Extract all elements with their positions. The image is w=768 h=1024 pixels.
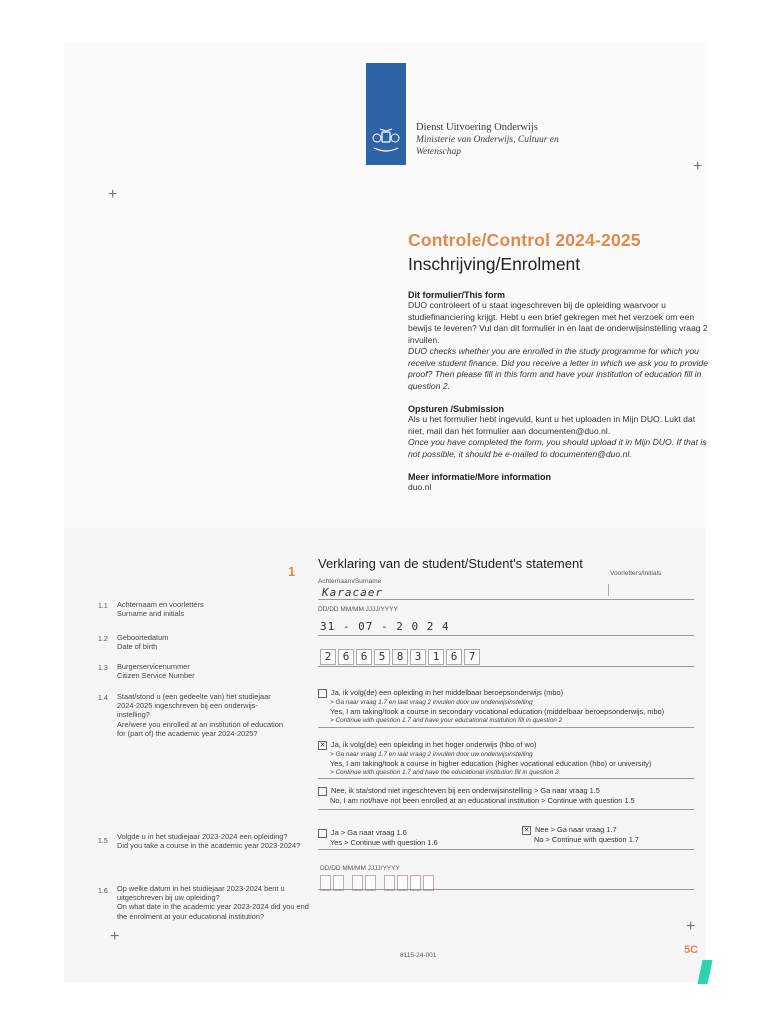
option-not-enrolled[interactable] <box>318 786 698 805</box>
registration-cross-icon: + <box>693 158 703 175</box>
q1-2-number: 1.2 <box>98 636 108 643</box>
form-code: 8115-24-001 <box>400 952 437 959</box>
q1-4-number: 1.4 <box>98 695 108 702</box>
checkbox-mbo[interactable] <box>318 689 327 698</box>
form-heading: Dit formulier/This form <box>408 290 506 300</box>
registration-cross-icon: + <box>108 186 118 203</box>
option-not-en: No, I am not/have not been enrolled at an educational institution > Continue with question 1.5 <box>330 795 635 805</box>
q1-5-label-en: Did you take a course in the academic year 2023-2024? <box>117 841 301 851</box>
option-hbo-nl-sub: > Ga naar vraag 1.7 en laat vraag 2 invullen door uw onderwijsinstelling <box>330 750 533 758</box>
form-description-nl: DUO controleert of u staat ingeschreven bij de opleiding waarvoor u studiefinanciering krijgt. Hebt u een brief gekregen met het verzoek om een bewijs te leveren? Vul dan dit formulier in en laat de onderwijsinstelling vraag 2 invullen. <box>408 300 708 345</box>
option-mbo-en-sub: > Continue with question 1.7 and have your educational institution fill in question 2 <box>330 716 563 724</box>
q1-1-label <box>117 600 277 618</box>
option-mbo-en: Yes, I am taking/took a course in secondary vocational education (middelbaar beroepsonderwijs, mbo) <box>330 706 665 716</box>
more-info-heading: Meer informatie/More information <box>408 472 552 482</box>
q1-6-number: 1.6 <box>98 888 108 895</box>
date-of-birth-input[interactable]: 31 - 07 - 2 0 2 4 <box>320 620 450 633</box>
q1-6-label-en: On what date in the academic year 2023-2024 did you end the enrolment at your educational institution? <box>117 902 309 921</box>
section-number: 1 <box>288 564 296 579</box>
option-mbo[interactable] <box>318 688 698 725</box>
q1-2-label-en: Date of birth <box>117 642 158 652</box>
bsn-digit-box[interactable]: 8 <box>392 649 408 665</box>
hbo-line <box>318 778 694 779</box>
surname-input[interactable]: Karacaer <box>322 586 383 599</box>
q1-2-label <box>117 633 277 651</box>
mbo-line <box>318 727 694 728</box>
q1-1-label-nl: Achternaam en voorletters <box>117 600 204 609</box>
ministry-line-2: Wetenschap <box>416 147 462 157</box>
form-title-control: Controle/Control 2024-2025 <box>408 230 641 250</box>
checkbox-hbo-checked[interactable]: ✕ <box>319 741 326 749</box>
end-date-line <box>318 889 694 890</box>
not-enrolled-line <box>318 809 694 810</box>
surname-caption: Achternaam/Surname <box>318 578 382 585</box>
q1-5-line <box>318 849 694 850</box>
checkbox-ja[interactable] <box>318 829 327 838</box>
corner-code: 5C <box>684 944 699 956</box>
intro-block <box>408 290 708 494</box>
q1-5-number: 1.5 <box>98 838 108 845</box>
q1-6-label <box>117 884 312 921</box>
option-not-nl: Nee, ik sta/stond niet ingeschreven bij een onderwijsinstelling > Ga naar vraag 1.5 <box>331 786 600 795</box>
initials-separator <box>608 584 609 596</box>
bsn-digit-box[interactable]: 1 <box>428 649 444 665</box>
date-caption: DD/DD MM/MM JJJJ/YYYY <box>318 606 398 613</box>
q1-3-label-en: Citizen Service Number <box>117 671 195 681</box>
bsn-digit-box[interactable]: 5 <box>374 649 390 665</box>
q1-1-number: 1.1 <box>98 603 108 610</box>
org-name: Dienst Uitvoering Onderwijs <box>416 122 538 133</box>
q1-3-number: 1.3 <box>98 665 108 672</box>
initials-caption: Voorletters/Initials <box>610 570 662 577</box>
crest-icon <box>370 128 402 154</box>
option-nee[interactable] <box>522 825 697 844</box>
form-title-enrolment: Inschrijving/Enrolment <box>408 254 581 274</box>
option-nee-nl: Nee > Ga naar vraag 1.7 <box>535 825 617 834</box>
option-ja-nl: Ja > Ga naar vraag 1.6 <box>331 828 407 837</box>
option-hbo[interactable] <box>318 740 698 777</box>
option-mbo-nl: Ja, ik volg(de) een opleiding in het middelbaar beroepsonderwijs (mbo) <box>331 688 564 697</box>
submission-nl: Als u het formulier hebt ingevuld, kunt u het uploaden in Mijn DUO. Lukt dat niet, mail dan het formulier aan documenten@duo.nl. <box>408 414 696 436</box>
ministry-line-1: Ministerie van Onderwijs, Cultuur en <box>416 135 559 145</box>
bsn-line <box>318 666 694 667</box>
dob-line <box>318 635 694 636</box>
more-info-url: duo.nl <box>408 482 432 492</box>
option-hbo-nl: Ja, ik volg(de) een opleiding in het hoger onderwijs (hbo of wo) <box>331 740 537 749</box>
bsn-input[interactable] <box>320 648 482 666</box>
option-mbo-nl-sub: > Ga naar vraag 1.7 en laat vraag 2 invullen door uw onderwijsinstelling <box>330 698 533 706</box>
option-nee-en: No > Continue with question 1.7 <box>534 834 639 844</box>
bsn-digit-box[interactable]: 2 <box>320 649 336 665</box>
bsn-digit-box[interactable]: 6 <box>338 649 354 665</box>
registration-cross-icon: + <box>686 918 696 935</box>
checkbox-not-enrolled[interactable] <box>318 787 327 796</box>
bsn-digit-box[interactable]: 6 <box>356 649 372 665</box>
registration-cross-icon: + <box>110 928 120 945</box>
option-ja-en: Yes > Continue with question 1.6 <box>330 837 438 847</box>
q1-4-label-nl: Staat/stond u (een gedeelte van) het studiejaar 2024-2025 ingeschreven bij een onderwijs-instelling? <box>117 692 271 720</box>
section-title: Verklaring van de student/Student's statement <box>318 556 583 571</box>
q1-3-label <box>117 662 277 680</box>
checkbox-nee-checked[interactable]: ✕ <box>523 826 530 834</box>
form-description-en: DUO checks whether you are enrolled in the study programme for which you receive student finance. Did you receive a letter in which we ask you to provide proof? Then please fill in this form and have your institution of education fill in question 2. <box>408 346 708 391</box>
q1-5-label-nl: Volgde u in het studiejaar 2023-2024 een opleiding? <box>117 832 288 841</box>
q1-4-label-en: Are/were you enrolled at an institution of education for (part of) the academic year 2024-2025? <box>117 719 283 738</box>
q1-5-label <box>117 832 307 850</box>
option-hbo-en-sub: > Continue with question 1.7 and have the educational institution fill in question 2 <box>330 768 559 776</box>
organization-block <box>416 122 559 158</box>
q1-4-label <box>117 692 289 738</box>
submission-heading: Opsturen /Submission <box>408 404 505 414</box>
submission-en: Once you have completed the form, you should upload it in Mijn DUO. If that is not possible, it should be e-mailed to documenten@duo.nl. <box>408 437 707 459</box>
bsn-digit-box[interactable]: 3 <box>410 649 426 665</box>
option-hbo-en: Yes, I am taking/took a course in higher education (higher vocational education (hbo) or university) <box>330 758 652 768</box>
q1-1-label-en: Surname and initials <box>117 609 184 619</box>
q1-3-label-nl: Burgerservicenummer <box>117 662 190 671</box>
bsn-digit-box[interactable]: 6 <box>446 649 462 665</box>
q1-6-label-nl: Op welke datum in het studiejaar 2023-2024 bent u uitgeschreven bij uw opleiding? <box>117 884 285 903</box>
q1-2-label-nl: Geboortedatum <box>117 633 169 642</box>
bsn-digit-box[interactable]: 7 <box>464 649 480 665</box>
end-date-caption: DD/DD MM/MM JJJJ/YYYY <box>320 865 400 872</box>
surname-line <box>318 599 694 600</box>
option-ja[interactable] <box>318 828 518 847</box>
